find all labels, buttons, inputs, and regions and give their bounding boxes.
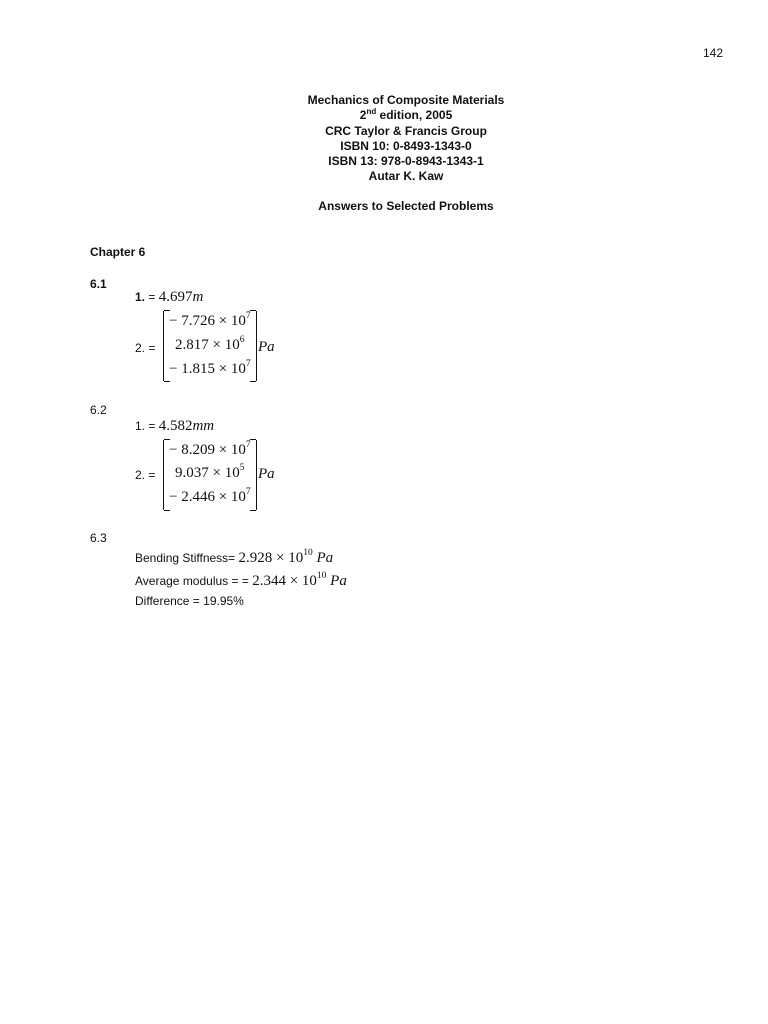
matrix-row-3: − $1.815 \times 10^7$	[169, 359, 251, 377]
author-line: Autar K. Kaw	[368, 169, 444, 184]
answers-heading: Answers to Selected Problems	[318, 199, 494, 213]
part1-value: 4.582mm	[158, 418, 215, 434]
average-modulus-line	[135, 573, 347, 590]
problem-6-1-matrix	[163, 311, 257, 381]
problem-6-2-matrix	[163, 440, 257, 510]
edition-line: 2nd edition, 2005	[359, 107, 453, 123]
bending-stiffness-label: Bending Stiffness=	[135, 551, 239, 565]
matrix-row-2: $2.817 \times 10^6$	[175, 335, 245, 353]
difference-line: Difference = 19.95%	[135, 594, 244, 608]
part1-value: 4.697m	[158, 289, 204, 305]
problem-6-1-part2-label: 2. =	[135, 341, 156, 355]
matrix-row-3: − $2.446 \times 10^7$	[169, 487, 251, 505]
problem-6-1-number: 6.1	[90, 277, 107, 291]
book-title: Mechanics of Composite Materials	[307, 93, 505, 107]
chapter-heading: Chapter 6	[90, 245, 146, 259]
matrix-row-1: − $7.726 \times 10^7$	[169, 311, 251, 329]
problem-6-1-unit: Pa	[258, 339, 275, 355]
problem-6-3-number: 6.3	[90, 531, 107, 545]
average-modulus-label: Average modulus = =	[135, 574, 253, 588]
isbn10-line: ISBN 10: 0-8493-1343-0	[340, 138, 472, 153]
problem-6-2-part1	[135, 418, 214, 435]
part1-label: 1.	[135, 290, 146, 304]
bending-stiffness-line	[135, 550, 333, 567]
problem-6-2-unit: Pa	[258, 466, 275, 482]
part1-equals: =	[145, 290, 159, 304]
matrix-row-2: $9.037 \times 10^5$	[175, 463, 245, 481]
matrix-row-1: − $8.209 \times 10^7$	[169, 440, 251, 458]
problem-6-2-part2-label: 2. =	[135, 468, 156, 482]
part1-label: 1. =	[135, 419, 159, 433]
page-number: 142	[702, 46, 723, 60]
problem-6-1-part1	[135, 289, 203, 306]
average-modulus-value: $2.344 \times 10^{10}$ Pa	[252, 571, 347, 589]
problem-6-2-number: 6.2	[90, 403, 107, 417]
isbn13-line: ISBN 13: 978-0-8943-1343-1	[328, 154, 484, 169]
publisher-line: CRC Taylor & Francis Group	[325, 123, 487, 138]
bending-stiffness-value: $2.928 \times 10^{10}$ Pa	[238, 548, 334, 566]
title-block	[0, 93, 768, 185]
